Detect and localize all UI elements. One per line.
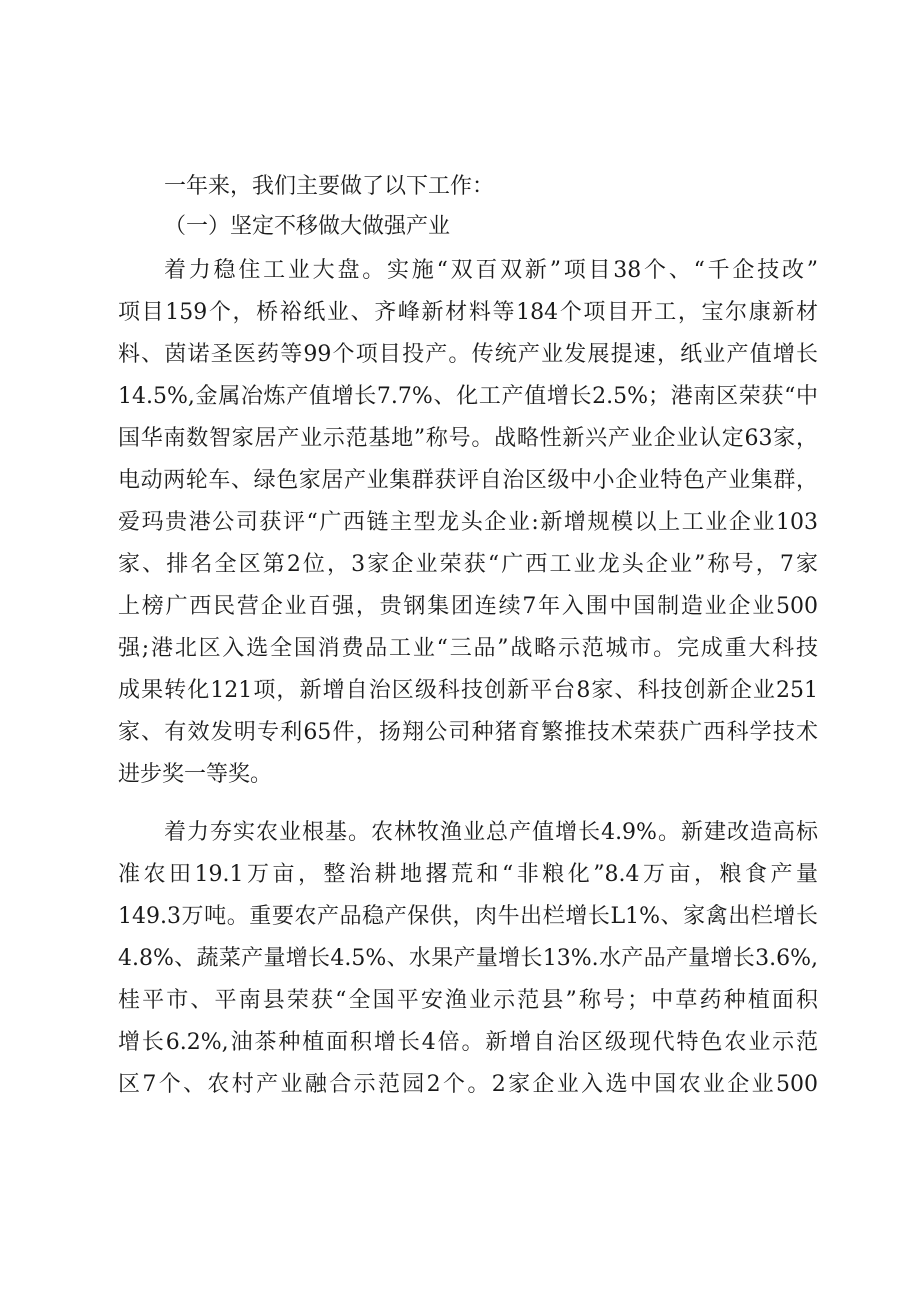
paragraph-line: 增长6.2%,油茶种植面积增长4倍。新增自治区级现代特色农业示范	[118, 1030, 818, 1055]
paragraph-line: 项目159个，桥裕纸业、齐峰新材料等184个项目开工，宝尔康新材	[118, 300, 819, 325]
paragraph-line: 强;港北区入选全国消费品工业“三品”战略示范城市。完成重大科技	[118, 636, 818, 661]
paragraph-line: 14.5%,金属冶炼产值增长7.7%、化工产值增长2.5%；港南区荣获“中	[118, 384, 818, 409]
paragraph-line: 着力夯实农业根基。农林牧渔业总产值增长4.9%。新建改造高标	[164, 820, 818, 845]
paragraph-line: 桂平市、平南县荣获“全国平安渔业示范县”称号；中草药种植面积	[118, 988, 818, 1013]
paragraph-line: 家、有效发明专利65件，扬翔公司种猪育繁推技术荣获广西科学技术	[118, 720, 818, 745]
intro-line: 一年来，我们主要做了以下工作：	[164, 174, 495, 199]
paragraph-line: 4.8%、蔬菜产量增长4.5%、水果产量增长13%.水产品产量增长3.6%,	[118, 946, 818, 971]
paragraph-line: 上榜广西民营企业百强，贵钢集团连续7年入围中国制造业企业500	[118, 594, 818, 619]
paragraph-line: 进步奖一等奖。	[118, 762, 273, 787]
section-heading: （一）坚定不移做大做强产业	[164, 214, 451, 239]
paragraph-line: 149.3万吨。重要农产品稳产保供，肉牛出栏增长L1%、家禽出栏增长	[118, 904, 818, 929]
paragraph-line: 家、排名全区第2位，3家企业荣获“广西工业龙头企业”称号，7家	[118, 552, 818, 577]
paragraph-line: 电动两轮车、绿色家居产业集群获评自治区级中小企业特色产业集群，	[118, 468, 818, 493]
paragraph-line: 着力稳住工业大盘。实施“双百双新”项目38个、“千企技改”	[164, 258, 818, 283]
paragraph-line: 成果转化121项，新增自治区级科技创新平台8家、科技创新企业251	[118, 678, 818, 703]
paragraph-line: 爱玛贵港公司获评“广西链主型龙头企业:新增规模以上工业企业103	[118, 510, 818, 535]
paragraph-line: 区7个、农村产业融合示范园2个。2家企业入选中国农业企业500	[118, 1072, 818, 1097]
paragraph-line: 料、茵诺圣医药等99个项目投产。传统产业发展提速，纸业产值增长	[118, 342, 818, 367]
paragraph-line: 国华南数智家居产业示范基地”称号。战略性新兴产业企业认定63家，	[118, 426, 818, 451]
paragraph-line: 准农田19.1万亩，整治耕地撂荒和“非粮化”8.4万亩，粮食产量	[118, 862, 818, 887]
